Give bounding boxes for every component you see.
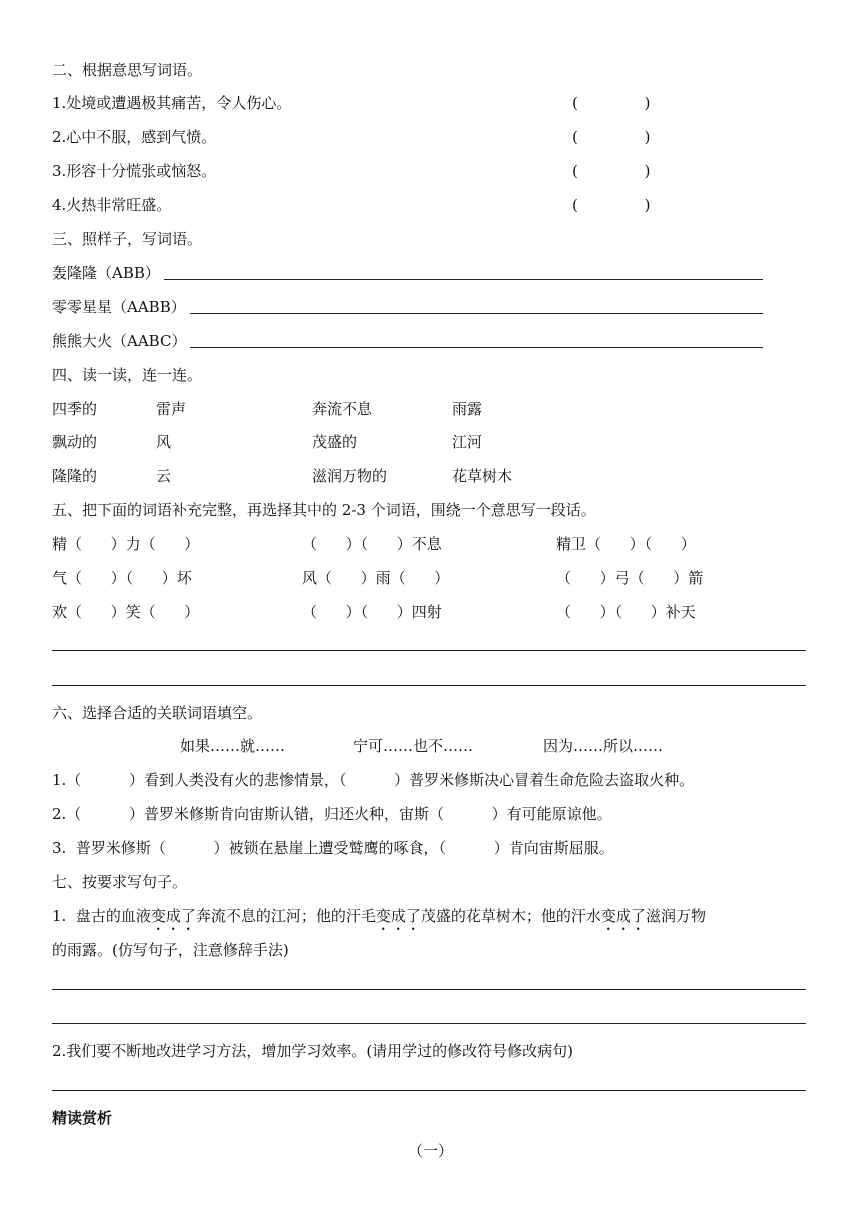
s6-item-3[interactable]: 3. 普罗米修斯（ ）被锁在悬崖上遭受鹫鹰的啄食，（ ）肯向宙斯屈服。: [52, 839, 614, 857]
s6-item-2[interactable]: 2.（ ）普罗米修斯肯向宙斯认错，归还火种，宙斯（ ）有可能原谅他。: [52, 805, 612, 823]
section-2-heading: 二、根据意思写词语。: [52, 61, 203, 79]
s2-item-1: 1.处境或遭遇极其痛苦，令人伤心。: [52, 94, 292, 112]
s4-r2-c4: 江河: [452, 433, 483, 451]
s7-writing-line-2[interactable]: [52, 1023, 806, 1024]
s5-r3-c2[interactable]: （ ）（ ）四射: [302, 603, 442, 621]
s7-item-1-line-2: 的雨露。(仿写句子，注意修辞手法): [52, 941, 289, 959]
s2-blank-2[interactable]: ( ): [572, 128, 651, 146]
s2-item-3: 3.形容十分慌张或恼怒。: [52, 162, 217, 180]
s7-text-1: 1. 盘古的血液: [52, 907, 151, 925]
s4-r1-c2: 雷声: [156, 400, 187, 418]
s3-item-2: 零零星星（AABB）: [52, 298, 186, 316]
s5-r3-c1[interactable]: 欢（ ）笑（ ）: [52, 603, 200, 621]
s3-item-3: 熊熊大火（AABC）: [52, 332, 187, 350]
s4-r1-c4: 雨露: [452, 400, 483, 418]
s7-emphasis-1: 变成了: [150, 907, 196, 925]
s7-text-3: 茂盛的花草树木；他的汗水: [420, 907, 601, 925]
s7-item-2: 2.我们要不断地改进学习方法，增加学习效率。(请用学过的修改符号修改病句): [52, 1042, 574, 1060]
s5-writing-line-2[interactable]: [52, 685, 806, 686]
s5-r2-c1[interactable]: 气（ ）（ ）坏: [52, 569, 192, 587]
s5-r3-c3[interactable]: （ ）（ ）补天: [556, 603, 696, 621]
s4-r3-c2: 云: [156, 467, 172, 485]
s4-r1-c3: 奔流不息: [312, 400, 373, 418]
s7-emphasis-2: 变成了: [375, 907, 421, 925]
s3-answer-line-3[interactable]: [190, 347, 763, 348]
s3-answer-line-2[interactable]: [190, 313, 763, 314]
s4-r3-c4: 花草树木: [452, 467, 513, 485]
section-3-heading: 三、照样子，写词语。: [52, 230, 203, 248]
s4-r3-c1: 隆隆的: [52, 467, 98, 485]
s7-item-1-line-1: [52, 906, 706, 934]
s3-answer-line-1[interactable]: [164, 279, 763, 280]
s6-item-1[interactable]: 1.（ ）看到人类没有火的悲惨情景，（ ）普罗米修斯决心冒着生命危险去盗取火种。: [52, 771, 695, 789]
s7-text-4: 滋润万物: [645, 907, 706, 925]
s5-r2-c3[interactable]: （ ）弓（ ）箭: [556, 569, 704, 587]
s5-writing-line-1[interactable]: [52, 650, 806, 651]
reading-heading: 精读赏析: [52, 1109, 113, 1127]
s2-item-2: 2.心中不服，感到气愤。: [52, 128, 217, 146]
s5-r1-c3[interactable]: 精卫（ ）（ ）: [556, 535, 696, 553]
s7-writing-line-1[interactable]: [52, 989, 806, 990]
s7-writing-line-3[interactable]: [52, 1090, 806, 1091]
section-6-heading: 六、选择合适的关联词语填空。: [52, 704, 263, 722]
s7-emphasis-3: 变成了: [600, 907, 646, 925]
s2-item-4: 4.火热非常旺盛。: [52, 196, 172, 214]
section-7-heading: 七、按要求写句子。: [52, 873, 188, 891]
s6-option-2: 宁可……也不……: [353, 737, 474, 755]
s3-item-1: 轰隆隆（ABB）: [52, 264, 160, 282]
s4-r1-c1: 四季的: [52, 400, 98, 418]
s2-blank-4[interactable]: ( ): [572, 196, 651, 214]
s7-text-2: 奔流不息的江河；他的汗毛: [195, 907, 376, 925]
s5-r2-c2[interactable]: 风（ ）雨（ ）: [302, 569, 450, 587]
s5-r1-c2[interactable]: （ ）（ ）不息: [302, 535, 442, 553]
reading-part-number: （一）: [408, 1142, 454, 1160]
s4-r2-c1: 飘动的: [52, 433, 98, 451]
s2-blank-1[interactable]: ( ): [572, 94, 651, 112]
s4-r2-c2: 风: [156, 433, 172, 451]
s5-r1-c1[interactable]: 精（ ）力（ ）: [52, 535, 200, 553]
s6-option-3: 因为……所以……: [543, 737, 664, 755]
s2-blank-3[interactable]: ( ): [572, 162, 651, 180]
section-5-heading: 五、把下面的词语补充完整，再选择其中的 2-3 个词语，围绕一个意思写一段话。: [52, 501, 596, 519]
s6-option-1: 如果……就……: [180, 737, 286, 755]
s4-r3-c3: 滋润万物的: [312, 467, 388, 485]
s4-r2-c3: 茂盛的: [312, 433, 358, 451]
section-4-heading: 四、读一读，连一连。: [52, 366, 203, 384]
